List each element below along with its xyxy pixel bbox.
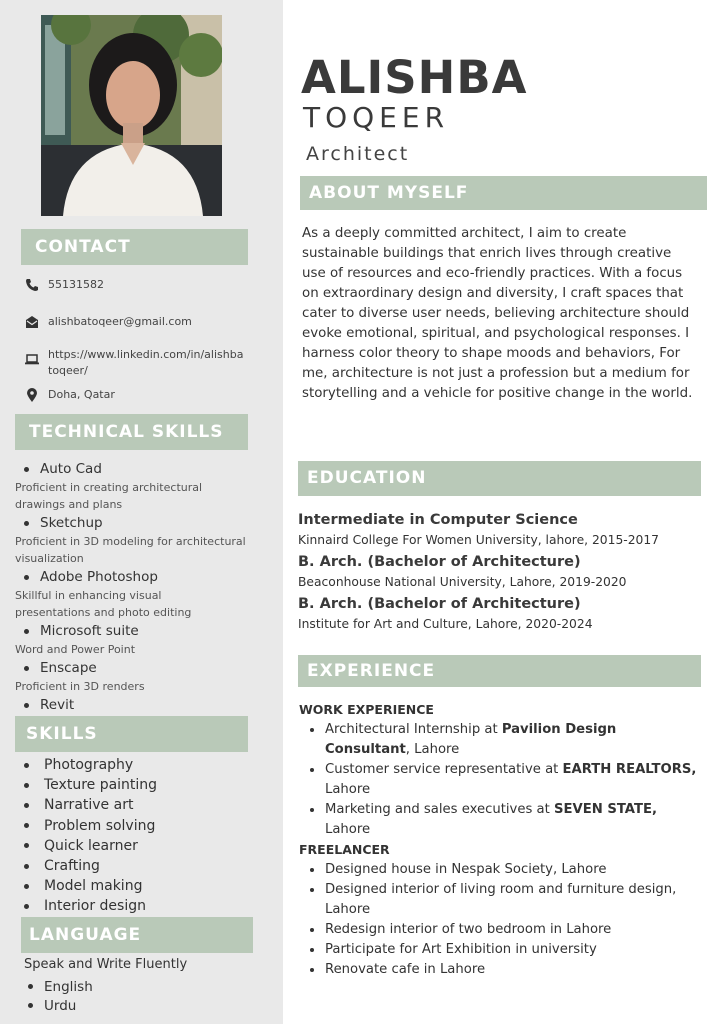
freelancer-list — [299, 860, 704, 980]
experience-section — [299, 700, 704, 980]
list-item — [24, 876, 157, 896]
skill-text: Texture painting — [44, 777, 158, 794]
tech-skill-desc — [15, 479, 281, 513]
email-text[interactable]: alishbatoqeer@gmail.com — [48, 315, 192, 328]
tech-skill-desc — [15, 678, 281, 695]
tech-skill — [15, 658, 281, 678]
skill-text: Model making — [44, 878, 143, 895]
tech-skill-desc-line: Word and Power Point — [15, 643, 136, 656]
about-heading: ABOUT MYSELF — [300, 176, 707, 210]
linkedin-text[interactable] — [48, 347, 243, 379]
sidebar — [0, 0, 283, 1024]
tech-skill-name: Enscape — [40, 660, 97, 676]
laptop-icon — [24, 351, 40, 367]
list-item — [299, 720, 704, 760]
list-item: Participate for Art Exhibition in university — [299, 940, 704, 960]
list-item — [24, 996, 187, 1015]
skill-text: Photography — [44, 757, 134, 774]
technical-skills-heading: TECHNICAL SKILLS — [15, 414, 248, 450]
list-item: Designed house in Nespak Society, Lahore — [299, 860, 704, 880]
contact-heading: CONTACT — [21, 229, 248, 265]
list-item — [24, 816, 157, 836]
tech-skill-name: Microsoft suite — [40, 623, 139, 639]
work-location: , Lahore — [405, 742, 460, 757]
skill-text: Crafting — [44, 858, 100, 875]
list-item — [24, 856, 157, 876]
freelancer-heading: FREELANCER — [299, 842, 390, 857]
about-text: As a deeply committed architect, I aim to create sustainable buildings that enrich lives through creative use of resources and eco-friendly practices. With a focus on extraordinary design and diversity, I craft spaces that cater to diverse user needs, believing architecture should evoke emotional, spiritual, and psychological responses. I harness color theory to shape moods and behaviors, For me, architecture is not just a profession but a medium for storytelling and a vehicle for positive change in the world. — [302, 226, 693, 401]
tech-skill-desc — [15, 641, 281, 658]
list-item — [24, 775, 157, 795]
education-degree: B. Arch. (Bachelor of Architecture) — [298, 596, 581, 612]
phone-icon — [24, 277, 40, 293]
contact-location — [24, 387, 115, 403]
language-intro: Speak and Write Fluently — [24, 957, 188, 972]
education-institution: Beaconhouse National University, Lahore, 2019-2020 — [298, 575, 627, 589]
list-item — [299, 800, 704, 840]
list-item — [24, 896, 157, 916]
last-name: TOQEER — [303, 101, 450, 134]
list-item: Redesign interior of two bedroom in Lahore — [299, 920, 704, 940]
work-company: SEVEN STATE, — [553, 802, 657, 817]
list-item — [24, 795, 157, 815]
education-institution: Institute for Art and Culture, Lahore, 2020-2024 — [298, 617, 593, 631]
experience-heading: EXPERIENCE — [298, 655, 701, 687]
work-role: Marketing and sales executives at — [325, 802, 554, 817]
language-text: English — [44, 978, 93, 995]
location-pin-icon — [24, 387, 40, 403]
mail-icon — [24, 314, 40, 330]
contact-email[interactable] — [24, 314, 192, 330]
tech-skill — [15, 513, 281, 533]
work-company: Pavilion Design Consultant — [325, 722, 617, 757]
tech-skill-desc-line: presentations and photo editing — [15, 606, 192, 619]
education-degree: B. Arch. (Bachelor of Architecture) — [298, 554, 581, 570]
skills-heading: SKILLS — [15, 716, 248, 752]
profile-photo — [41, 15, 222, 216]
work-experience-list — [299, 720, 704, 840]
list-item — [24, 755, 157, 775]
tech-skill — [15, 459, 281, 479]
work-location: Lahore — [325, 822, 371, 837]
tech-skill-name: Sketchup — [40, 515, 103, 531]
tech-skill — [15, 695, 281, 715]
tech-skill-desc-line: Skillful in enhancing visual — [15, 589, 162, 602]
education-institution: Kinnaird College For Women University, lahore, 2015-2017 — [298, 533, 660, 547]
linkedin-line-2[interactable]: toqeer/ — [48, 364, 88, 377]
tech-skill-name: Adobe Photoshop — [40, 569, 158, 585]
language-heading: LANGUAGE — [21, 917, 253, 953]
skill-text: Problem solving — [44, 817, 156, 834]
tech-skill-desc — [15, 587, 281, 621]
location-text: Doha, Qatar — [48, 388, 115, 401]
list-item — [24, 836, 157, 856]
first-name: ALISHBA — [301, 51, 528, 104]
tech-skill-desc-line: Proficient in 3D modeling for architectural — [15, 535, 246, 548]
tech-skill-desc-line: Proficient in 3D renders — [15, 680, 145, 693]
tech-skill-desc-line: drawings and plans — [15, 498, 123, 511]
contact-linkedin[interactable] — [24, 347, 282, 379]
technical-skills-list — [15, 459, 281, 715]
tech-skill-desc-line: visualization — [15, 552, 84, 565]
work-company: EARTH REALTORS, — [562, 762, 697, 777]
phone-text: 55131582 — [48, 278, 104, 291]
language-section — [24, 957, 187, 1015]
work-role: Customer service representative at — [325, 762, 563, 777]
skill-text: Narrative art — [44, 797, 134, 814]
list-item: Renovate cafe in Lahore — [299, 960, 704, 980]
list-item — [299, 760, 704, 800]
tech-skill-desc — [15, 533, 281, 567]
skill-text: Interior design — [44, 898, 146, 915]
linkedin-line-1[interactable]: https://www.linkedin.com/in/alishba — [48, 348, 244, 361]
contact-phone — [24, 277, 104, 293]
list-item: Designed interior of living room and furniture design, Lahore — [299, 880, 704, 920]
tech-skill — [15, 567, 281, 587]
work-location: Lahore — [325, 782, 371, 797]
tech-skill — [15, 621, 281, 641]
education-degree: Intermediate in Computer Science — [298, 512, 578, 528]
education-list — [298, 510, 708, 636]
work-experience-heading: WORK EXPERIENCE — [299, 702, 434, 717]
skills-list — [24, 755, 157, 917]
work-role: Architectural Internship at — [325, 722, 502, 737]
list-item — [24, 977, 187, 996]
language-text: Urdu — [44, 997, 77, 1014]
tech-skill-desc-line: Proficient in creating architectural — [15, 481, 203, 494]
job-title: Architect — [306, 143, 410, 165]
tech-skill-name: Auto Cad — [40, 461, 102, 477]
education-heading: EDUCATION — [298, 461, 701, 496]
skill-text: Quick learner — [44, 837, 138, 854]
tech-skill-name: Revit — [40, 697, 75, 713]
